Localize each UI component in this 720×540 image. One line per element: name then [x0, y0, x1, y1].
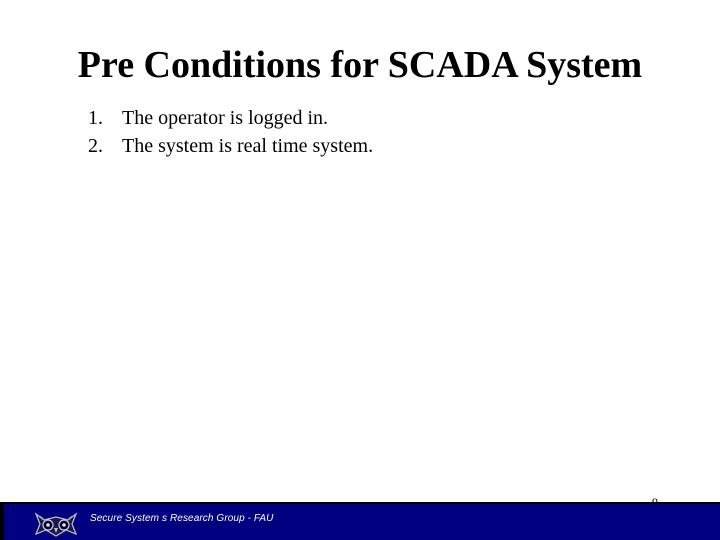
list-item	[88, 104, 373, 132]
list-item-number: 1.	[88, 107, 103, 129]
footer-bar	[0, 502, 720, 540]
list-item	[88, 132, 373, 160]
list-item-text: The system is real time system.	[122, 135, 374, 157]
footer-text: Secure System s Research Group - FAU	[90, 513, 274, 524]
list-item-text: The operator is logged in.	[122, 107, 329, 129]
slide-title: Pre Conditions for SCADA System	[77, 44, 643, 86]
list-item-number: 2.	[88, 135, 103, 157]
conditions-list	[88, 104, 373, 160]
owl-logo-icon	[32, 508, 80, 540]
